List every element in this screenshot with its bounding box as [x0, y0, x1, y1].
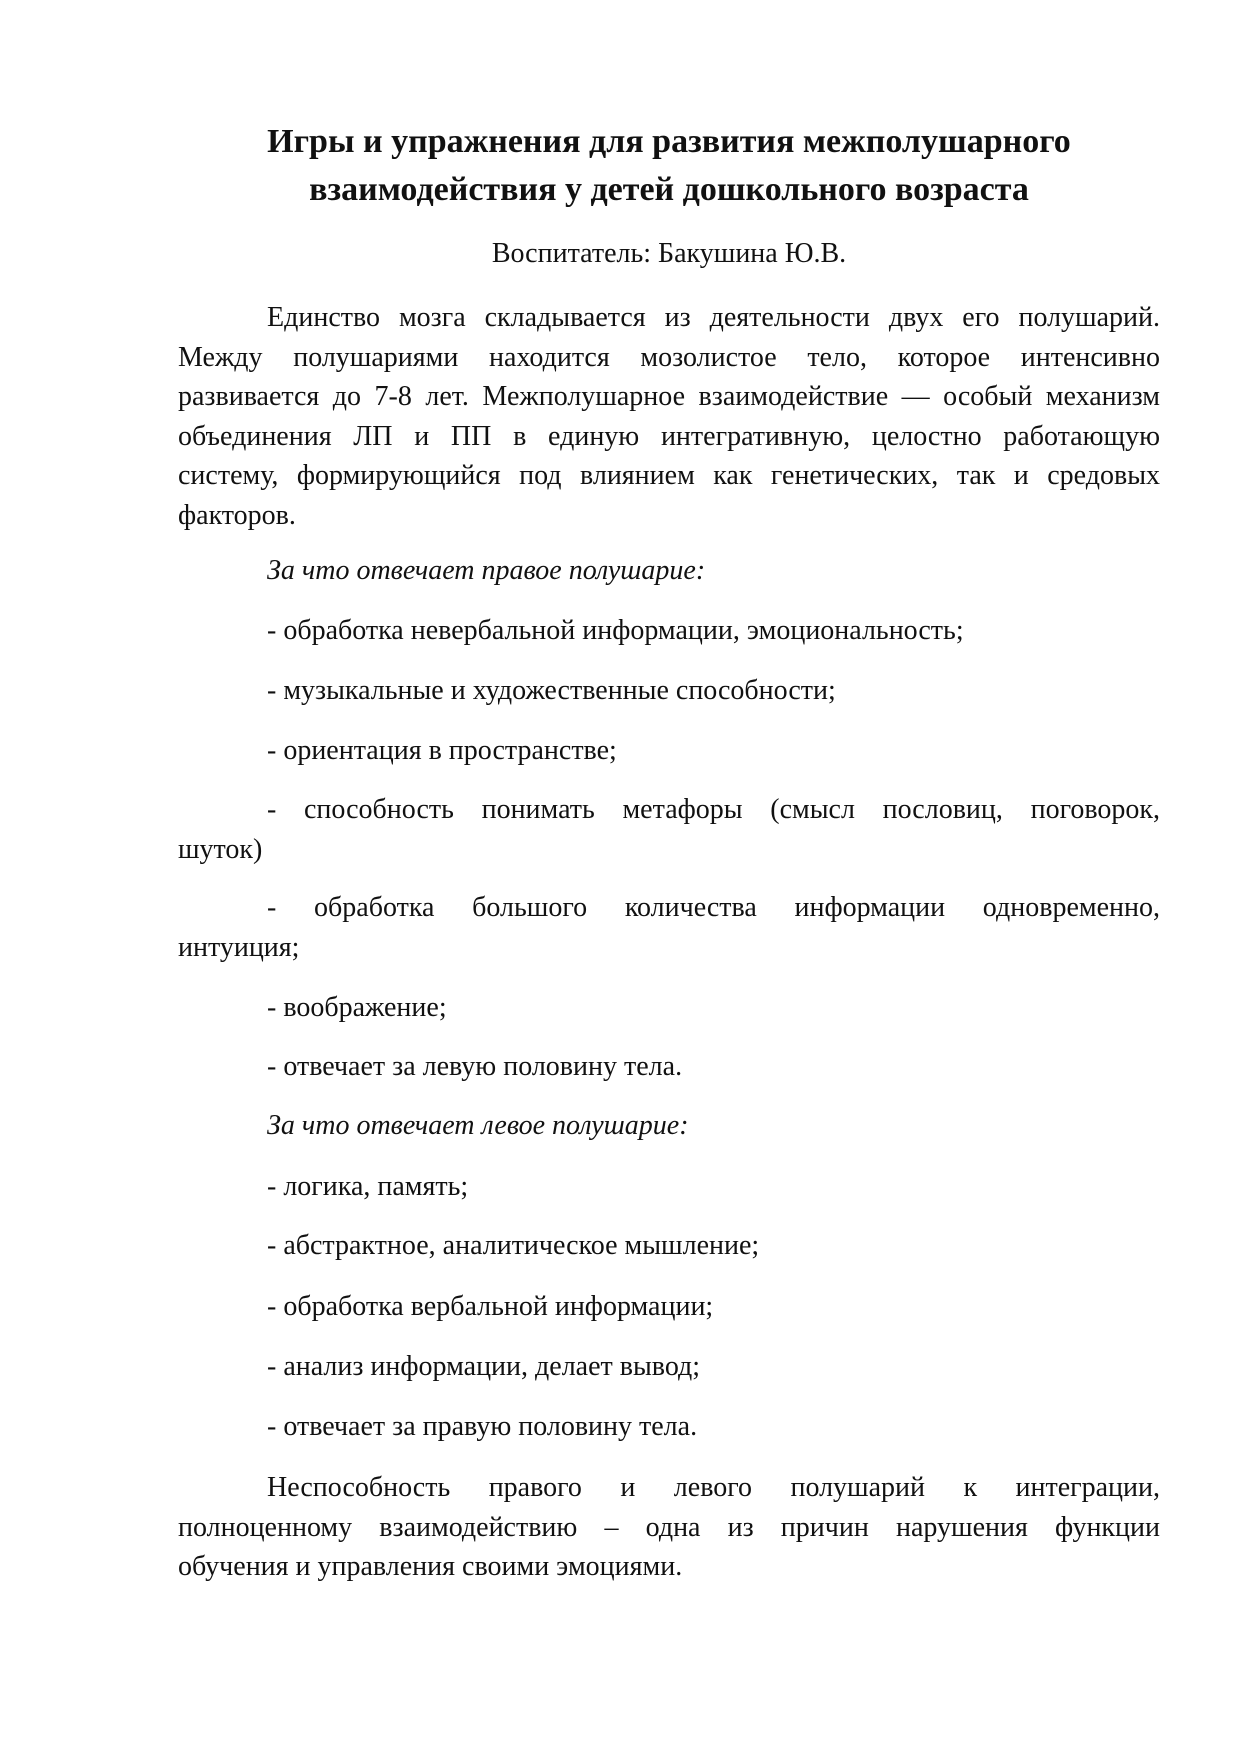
text-line: - способность понимать метафоры (смысл пословиц, поговорок,	[267, 794, 1160, 825]
text-line: шуток)	[178, 833, 263, 865]
left-hemisphere-heading: За что отвечает левое полушарие:	[267, 1110, 689, 1141]
list-item: - воображение;	[267, 992, 447, 1023]
list-item: - отвечает за левую половину тела.	[267, 1051, 683, 1082]
text-line: Между полушариями находится мозолистое тело, которое интенсивно	[178, 341, 1160, 373]
list-item: - музыкальные и художественные способности;	[267, 675, 836, 706]
text-line: систему, формирующийся под влиянием как генетических, так и средовых	[178, 460, 1160, 491]
title-line-2: взаимодействия у детей дошкольного возраста	[309, 171, 1029, 208]
list-item	[178, 888, 1160, 967]
text-line: факторов.	[178, 499, 296, 531]
text-line: объединения ЛП и ПП в единую интегративную, целостно работающую	[178, 420, 1160, 452]
text-line: Неспособность правого и левого полушарий к интеграции,	[267, 1472, 1160, 1503]
text-line: - обработка большого количества информации одновременно,	[267, 892, 1160, 923]
list-item: - обработка вербальной информации;	[267, 1291, 714, 1322]
list-item: - обработка невербальной информации, эмоциональность;	[267, 615, 964, 646]
list-item: - отвечает за правую половину тела.	[267, 1411, 698, 1442]
list-item: - ориентация в пространстве;	[267, 735, 617, 766]
author: Воспитатель: Бакушина Ю.В.	[491, 238, 847, 269]
right-hemisphere-heading: За что отвечает правое полушарие:	[267, 555, 706, 586]
text-line: Единство мозга складывается из деятельности двух его полушарий.	[267, 302, 1160, 333]
intro-paragraph	[178, 298, 1160, 535]
list-item	[178, 790, 1160, 869]
text-line: обучения и управления своими эмоциями.	[178, 1551, 683, 1582]
text-line: интуиция;	[178, 931, 300, 963]
list-item: - анализ информации, делает вывод;	[267, 1351, 701, 1382]
text-line: развивается до 7-8 лет. Межполушарное взаимодействие — особый механизм	[178, 381, 1160, 412]
text-line: полноценному взаимодействию – одна из причин нарушения функции	[178, 1511, 1160, 1543]
conclusion-paragraph	[178, 1468, 1160, 1587]
list-item: - логика, память;	[267, 1171, 469, 1202]
title-line-1: Игры и упражнения для развития межполушарного	[267, 123, 1071, 160]
document-title	[178, 118, 1160, 214]
list-item: - абстрактное, аналитическое мышление;	[267, 1230, 760, 1261]
